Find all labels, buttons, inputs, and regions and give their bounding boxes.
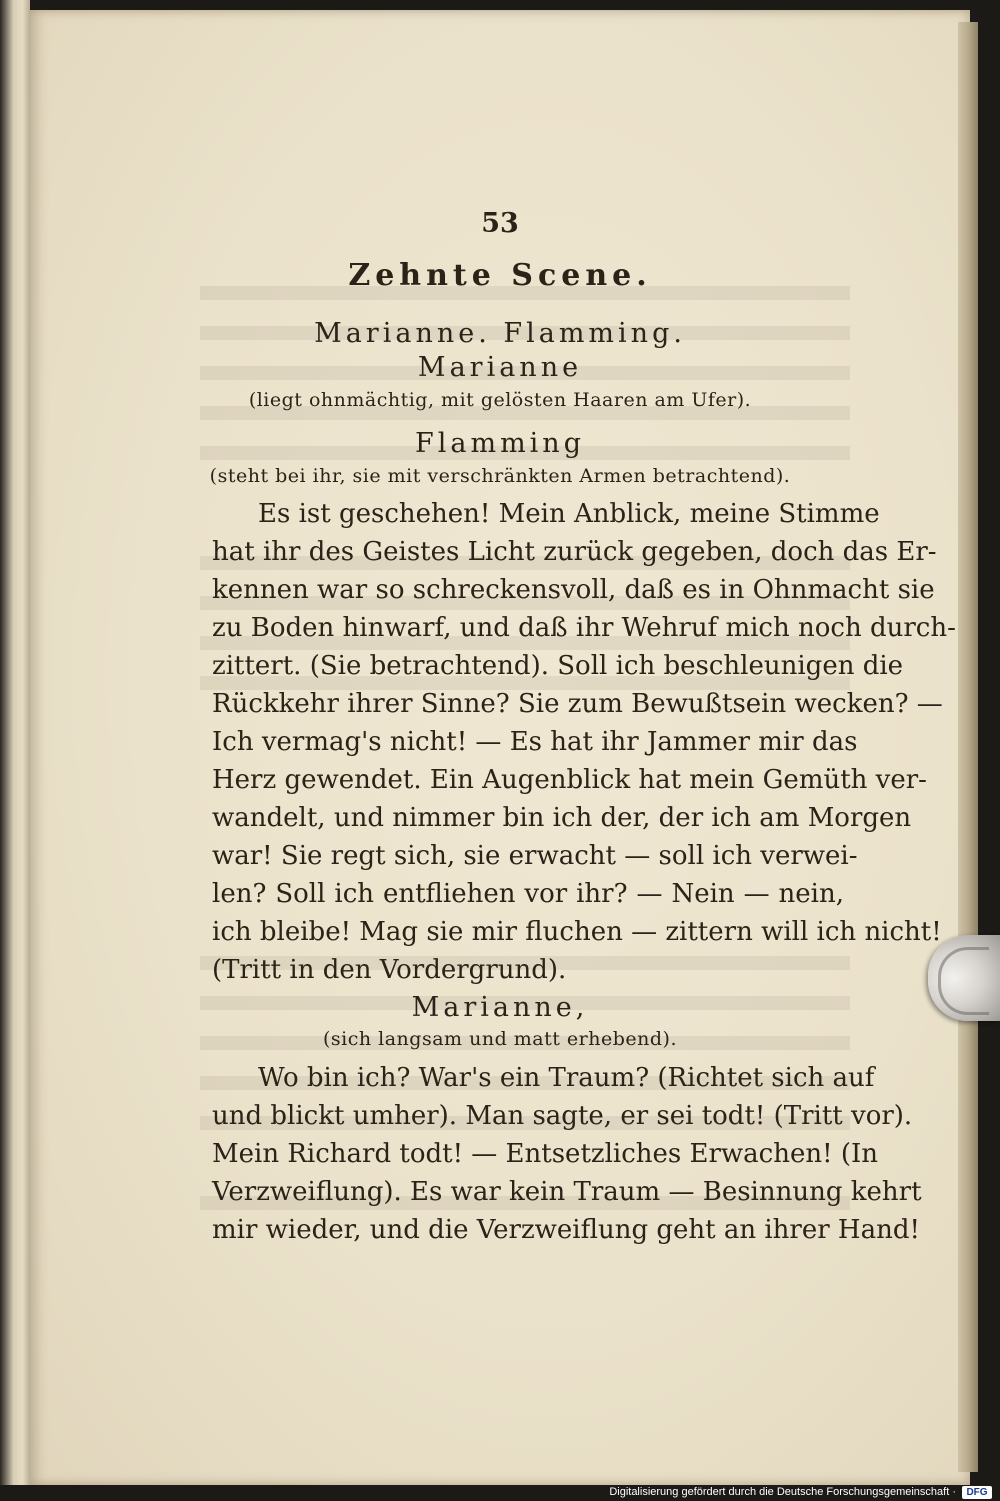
text-line: Es ist geschehen! Mein Anblick, meine Stimme — [258, 499, 880, 529]
speaker-flamming: Flamming — [415, 428, 585, 459]
text-line: Rückkehr ihrer Sinne? Sie zum Bewußtsein wecken? — — [212, 689, 943, 719]
text-line: Mein Richard todt! — Entsetzliches Erwachen! (In — [212, 1139, 878, 1169]
characters-list: Marianne. Flamming. — [314, 318, 686, 349]
text-line: kennen war so schreckensvoll, daß es in Ohnmacht sie — [212, 575, 935, 605]
text-line: Herz gewendet. Ein Augenblick hat mein Gemüth ver- — [212, 765, 927, 795]
speaker-marianne: Marianne — [417, 352, 583, 383]
text-line: Wo bin ich? War's ein Traum? (Richtet sich auf — [258, 1063, 875, 1093]
stage-direction: (steht bei ihr, sie mit verschränkten Armen betrachtend). — [209, 465, 791, 487]
page-number: 53 — [481, 208, 519, 239]
page-tab-marker — [928, 935, 1000, 1021]
text-line: zu Boden hinwarf, und daß ihr Wehruf mich noch durch- — [212, 613, 956, 643]
text-line: len? Soll ich entfliehen vor ihr? — Nein — nein, — [212, 879, 844, 909]
text-line: war! Sie regt sich, sie erwacht — soll ich verwei- — [212, 841, 858, 871]
text-line: und blickt umher). Man sagte, er sei todt! (Tritt vor). — [212, 1101, 913, 1131]
text-line: zittert. (Sie betrachtend). Soll ich beschleunigen die — [212, 651, 904, 681]
scene-title: Zehnte Scene. — [348, 258, 652, 293]
stage-direction: (sich langsam und matt erhebend). — [323, 1028, 677, 1050]
text-line: mir wieder, und die Verzweiflung geht an ihrer Hand! — [212, 1215, 920, 1245]
text-line: hat ihr des Geistes Licht zurück gegeben, doch das Er- — [212, 537, 937, 567]
text-line: ich bleibe! Mag sie mir fluchen — zittern will ich nicht! — [212, 917, 942, 947]
stage-direction: (liegt ohnmächtig, mit gelösten Haaren am Ufer). — [248, 389, 752, 411]
dfg-logo: DFG — [962, 1486, 992, 1499]
funding-notice: Digitalisierung gefördert durch die Deutsche Forschungsgemeinschaft · — [609, 1486, 956, 1498]
text-line: Ich vermag's nicht! — Es hat ihr Jammer mir das — [212, 727, 858, 757]
text-line: (Tritt in den Vordergrund). — [212, 955, 567, 985]
speaker-marianne: Marianne, — [411, 992, 589, 1023]
text-line: Verzweiflung). Es war kein Traum — Besinnung kehrt — [212, 1177, 922, 1207]
text-line: wandelt, und nimmer bin ich der, der ich am Morgen — [212, 803, 912, 833]
